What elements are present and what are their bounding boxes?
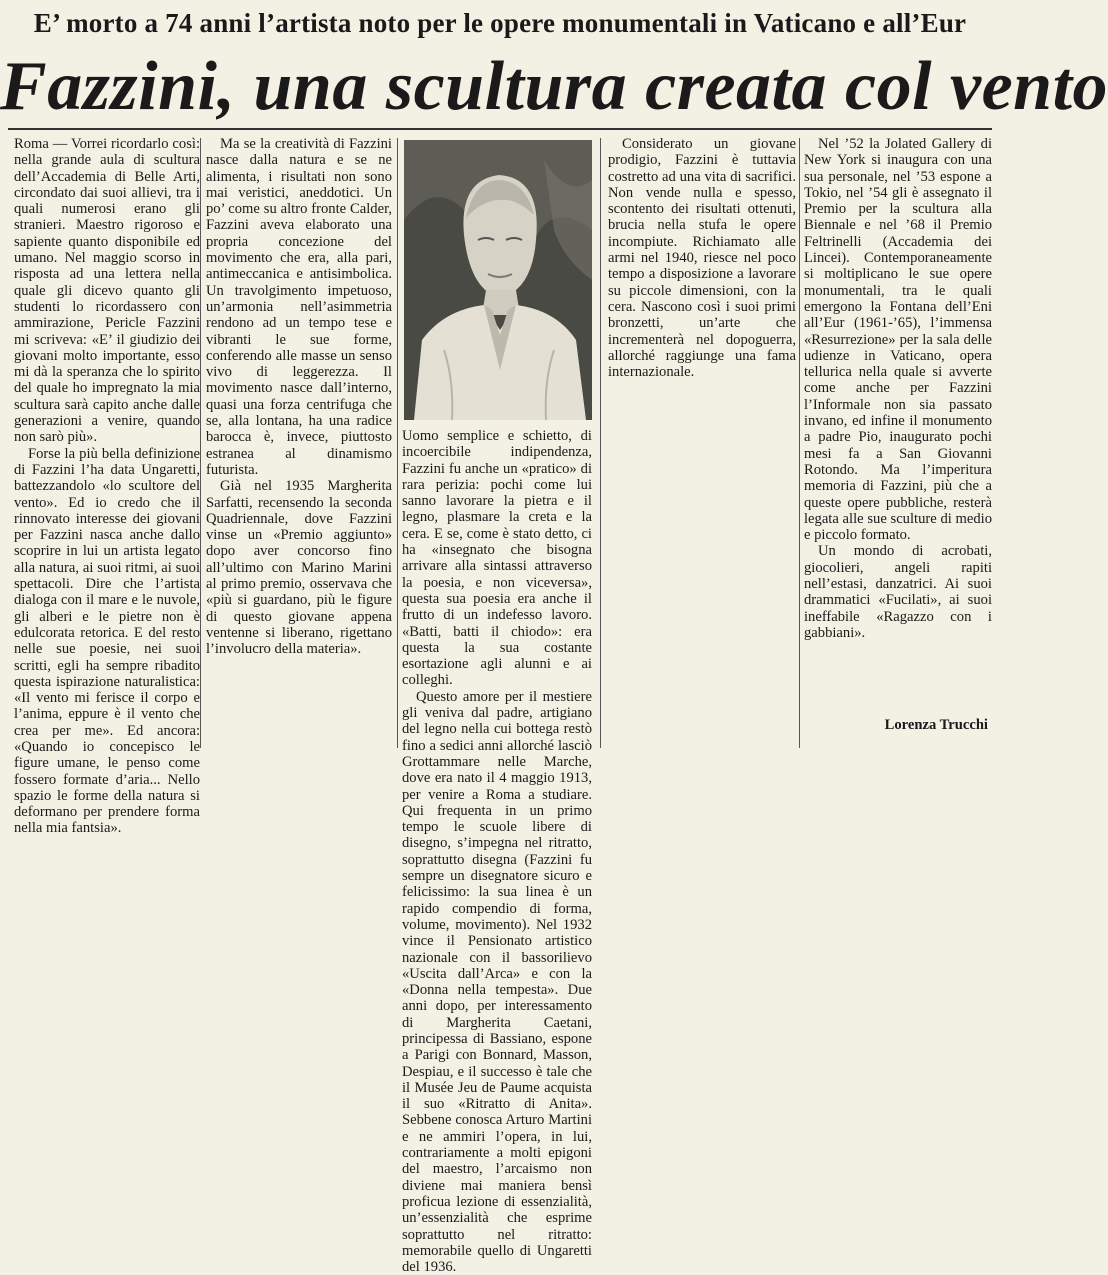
- headline-rule: [8, 128, 992, 130]
- column-2: [206, 136, 392, 750]
- portrait-photo: [404, 140, 592, 420]
- column-divider: [799, 138, 800, 748]
- column-4: [608, 136, 796, 750]
- paragraph: Uomo semplice e schietto, di incoercibile indipendenza, Fazzini fu anche un «pratico» di rara perizia: pochi come lui sanno lavorare la pietra e il legno, plasmare la creta e la cera. E se, come è stato detto, ci ha «insegnato che bisogna arrivare alla sintassi attraverso la poesia, e non viceversa», questa sua poesia era anche il frutto di un indefesso lavoro. «Batti, batti il chiodo»: era questa la sua costante esortazione agli alunni e ai colleghi.: [402, 428, 592, 689]
- column-5: [804, 136, 992, 714]
- column-divider: [200, 138, 201, 748]
- paragraph: Ma se la creatività di Fazzini nasce dalla natura e se ne alimenta, i risultati non sono mai veristici, aneddotici. Un po’ come su altro fronte Calder, Fazzini aveva elaborato una propria concezione del movimento che era, alla pari, antimeccanica e antisimbolica. Un travolgimento impetuoso, un’armonia nell’asimmetria rendono ad un tempo tese e vibranti le sue forme, conferendo alle masse un senso vivo di leggerezza. Il movimento nasce dall’interno, quasi una forza centrifuga che se, alla lontana, ha una radice barocca è, invece, piuttosto estranea al dinamismo futurista.: [206, 136, 392, 478]
- column-divider: [600, 138, 601, 748]
- headline: Fazzini, una scultura creata col vento: [0, 48, 1108, 125]
- paragraph: Nel ’52 la Jolated Gallery di New York si inaugura con una sua personale, nel ’53 espone a Tokio, nel ’54 gli è assegnato il Premio per la scultura alla Biennale e nel ’68 il Premio Feltrinelli (Accademia dei Lincei). Contemporaneamente si moltiplicano le sue opere monumentali, tra le quali emergono la Fontana dell’Eni all’Eur (1961-’65), l’immensa «Resurrezione» per la sala delle udienze in Vaticano, opera tellurica nella quale si avverte come anche per Fazzini l’Informale non sia passato invano, ed infine il monumento a padre Pio, inaugurato pochi mesi fa a San Giovanni Rotondo. Ma l’imperitura memoria di Fazzini, più che a queste opere pubbliche, resterà legata alle sue sculture di medio e piccolo formato.: [804, 136, 992, 544]
- paragraph: Questo amore per il mestiere gli veniva dal padre, artigiano del legno nella cui bottega restò fino a sedici anni allorché lasciò Grottammare nelle Marche, dove era nato il 4 maggio 1913, per venire a Roma a studiare. Qui frequenta in un primo tempo le scuole libere di disegno, s’impegna nel ritratto, soprattutto disegna (Fazzini fu sempre un disegnatore sicuro e felicissimo: la sua linea è un rapido compendio di forma, volume, movimento). Nel 1932 vince il Pensionato artistico nazionale con il bassorilievo «Uscita dall’Arca» e con la «Donna nella tempesta». Due anni dopo, per interessamento di Margherita Caetani, principessa di Bassiano, espone a Parigi con Bonnard, Masson, Despiau, e il successo è tale che il Musée Jeu de Paume acquista il suo «Ritratto di Anita». Sebbene conosca Arturo Martini e ne ammiri l’opera, in lui, contrariamente a molti epigoni del maestro, l’arcaismo non diviene mai maniera bensì proficua lezione di essenzialità, un’essenzialità che esprime soprattutto nel ritratto: memorabile quello di Ungaretti del 1936.: [402, 688, 592, 1275]
- kicker-subheadline: E’ morto a 74 anni l’artista noto per le opere monumentali in Vaticano e all’Eur: [33, 8, 967, 38]
- column-1: [14, 136, 200, 837]
- column-3: [402, 428, 592, 1275]
- paragraph: Forse la più bella definizione di Fazzini l’ha data Ungaretti, battezzandolo «lo scultore del vento». Ed io credo che il rinnovato interesse dei giovani per Fazzini nasca anche dallo scoprire in lui un artista legato alla natura, ai suoi ritmi, ai suoi spettacoli. Dire che l’artista dialoga con il mare e le nuvole, gli alberi e le pietre non è edulcorata retorica. E del resto nelle sue poesie, nei suoi scritti, egli ha sempre ribadito questa ispirazione naturalistica: «Il vento mi ferisce il corpo e l’anima, eppure è il vento che crea per me». Ed ancora: «Quando io concepisco le figure umane, le penso come fossero formate d’aria... Nello spazio le forme della natura si deformano per prendere forma nella mia fantsia».: [14, 445, 200, 837]
- paragraph: Un mondo di acrobati, giocolieri, angeli rapiti nell’estasi, danzatrici. Ai suoi drammatici «Fucilati», ai suoi ineffabile «Ragazzo con i gabbiani».: [804, 543, 992, 641]
- paragraph: Già nel 1935 Margherita Sarfatti, recensendo la seconda Quadriennale, dove Fazzini vinse un «Premio aggiunto» dopo aver concorso fino all’ultimo con Marino Marini al primo premio, osservava che «più si guardano, più le figure di questo giovane appena ventenne si liberano, rigettano l’involucro della materia».: [206, 478, 392, 658]
- column-divider: [397, 138, 398, 748]
- author-byline: Lorenza Trucchi: [884, 717, 988, 733]
- paragraph: Roma — Vorrei ricordarlo così: nella grande aula di scultura dell’Accademia di Belle Arti, circondato dai suoi allievi, tra i quali numerosi erano gli stranieri. Maestro rigoroso e sapiente quanto disponibile ed umano. Nel maggio scorso in risposta ad una lettera nella quale gli dicevo quanto gli studenti lo ricordassero con ammirazione, Pericle Fazzini mi scriveva: «E’ il giudizio dei giovani molto importante, esso mi dà la speranza che lo spirito del quale ho impregnato la mia scultura sarà capito anche dalle generazioni a venire, quando non sarò più».: [14, 136, 200, 446]
- portrait-illustration: [404, 140, 592, 420]
- paragraph: Considerato un giovane prodigio, Fazzini è tuttavia costretto ad una vita di sacrifici. Non vende nulla e spesso, scontento dei risultati ottenuti, brucia nella stufa le opere incompiute. Richiamato alle armi nel 1940, riesce nel poco tempo a disposizione a lavorare su piccole dimensioni, con la cera. Nascono così i suoi primi bronzetti, un’arte che incrementerà nel dopoguerra, allorché raggiunge una fama internazionale.: [608, 136, 796, 381]
